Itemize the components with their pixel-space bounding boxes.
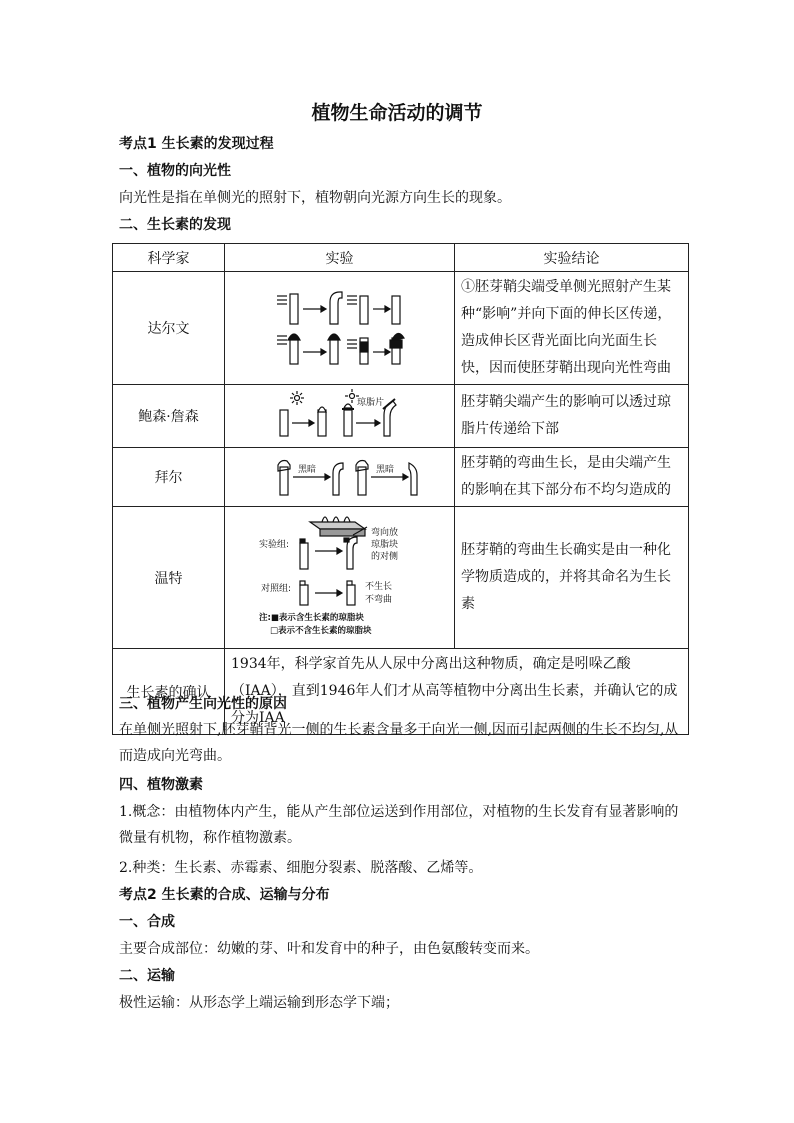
decapitated-coleoptile-icon — [360, 296, 368, 324]
control-group-label: 对照组: — [261, 584, 292, 594]
conclusion-cell: 胚芽鞘的弯曲生长，是由尖端产生的影响在其下部分布不均匀造成的 — [455, 448, 689, 507]
table-row — [113, 272, 689, 385]
experiment-cell — [225, 507, 455, 649]
boysen-jensen-diagram — [225, 385, 454, 443]
subheading-hormones: 四、植物激素 — [119, 777, 203, 793]
scientist-cell: 温特 — [113, 507, 225, 649]
agar-block-icon — [310, 522, 365, 529]
subheading-discovery: 二、生长素的发现 — [119, 217, 231, 233]
decapitated-coleoptile-icon — [392, 296, 400, 324]
capped-coleoptile-icon — [290, 338, 298, 364]
section-heading-point1: 考点1 生长素的发现过程 — [119, 136, 274, 152]
conclusion-cell: ①胚芽鞘尖端受单侧光照射产生某种“影响”并向下面的伸长区传递，造成伸长区背光面比向光面生长快，因而使胚芽鞘出现向光性弯曲 — [455, 272, 689, 385]
coleoptile-icon — [290, 294, 298, 324]
header-experiment: 实验 — [225, 244, 455, 272]
control-result-line: 不生长 — [365, 582, 393, 592]
bent-coleoptile-icon — [330, 292, 342, 324]
hormone-concept: 1.概念：由植物体内产生，能从产生部位运送到作用部位，对植物的生长发育有显著影响的微量有机物，称作植物激素。 — [119, 804, 679, 846]
header-scientist: 科学家 — [113, 244, 225, 272]
cause-paragraph: 在单侧光照射下,胚芽鞘背光一侧的生长素含量多于向光一侧,因而引起两侧的生长不均匀,从而造成向光弯曲。 — [119, 722, 679, 764]
header-conclusion: 实验结论 — [455, 244, 689, 272]
conclusion-cell: 胚芽鞘的弯曲生长确实是由一种化学物质造成的，并将其命名为生长素 — [455, 507, 689, 649]
table-row — [113, 507, 689, 649]
experiment-result-line: 的对侧 — [371, 552, 399, 562]
experiment-cell — [225, 448, 455, 507]
scientist-cell: 鲍森·詹森 — [113, 385, 225, 448]
light-arrows-icon — [277, 296, 287, 304]
covered-base-icon — [360, 342, 368, 352]
experiment-result-line: 弯向放 — [371, 528, 399, 538]
discovery-table — [112, 243, 689, 735]
page-title: 植物生命活动的调节 — [311, 102, 483, 124]
subheading-transport: 二、运输 — [119, 968, 175, 984]
phototropism-definition: 向光性是指在单侧光的照射下，植物朝向光源方向生长的现象。 — [119, 190, 511, 206]
transport-text: 极性运输：从形态学上端运输到形态学下端； — [119, 995, 399, 1011]
light-arrows-icon — [277, 336, 287, 344]
scientist-cell: 生长素的确认 — [113, 649, 225, 735]
synthesis-text: 主要合成部位：幼嫩的芽、叶和发育中的种子，由色氨酸转变而来。 — [119, 941, 539, 957]
experiment-group-label: 实验组: — [259, 540, 290, 550]
subheading-synthesis: 一、合成 — [119, 914, 175, 930]
experiment-cell — [225, 272, 455, 385]
experiment-result-line: 琼脂块 — [371, 540, 399, 550]
legend-note: □表示不含生长素的琼脂块 — [270, 626, 372, 636]
scientist-cell: 拜尔 — [113, 448, 225, 507]
legend-note: 注:■表示含生长素的琼脂块 — [259, 613, 364, 623]
experiment-cell — [225, 385, 455, 448]
scientist-cell: 达尔文 — [113, 272, 225, 385]
darwin-experiment-diagram — [225, 274, 454, 379]
dark-label: 黑暗 — [376, 464, 395, 475]
subheading-phototropism: 一、植物的向光性 — [119, 163, 231, 179]
table-row — [113, 448, 689, 507]
light-arrows-icon — [347, 296, 357, 304]
light-arrows-icon — [347, 340, 357, 348]
cap-icon — [288, 334, 300, 340]
table-header-row — [113, 244, 689, 272]
table-row — [113, 385, 689, 448]
agar-label: 琼脂片 — [357, 398, 385, 408]
dark-label: 黑暗 — [298, 464, 317, 475]
sun-icon — [290, 391, 304, 405]
went-diagram — [225, 507, 454, 644]
hormone-types: 2.种类：生长素、赤霉素、细胞分裂素、脱落酸、乙烯等。 — [119, 860, 483, 876]
section-heading-point2: 考点2 生长素的合成、运输与分布 — [119, 887, 330, 903]
confirmation-cell: 1934年，科学家首先从人尿中分离出这种物质，确定是吲哚乙酸（IAA），直到1946年人们才从高等植物中分离出生长素，并确认它的成分为IAA — [225, 649, 689, 735]
paal-diagram — [225, 449, 454, 502]
subheading-cause: 三、植物产生向光性的原因 — [119, 696, 287, 712]
coleoptile-icon — [280, 410, 288, 436]
conclusion-cell: 胚芽鞘尖端产生的影响可以透过琼脂片传递给下部 — [455, 385, 689, 448]
control-result-line: 不弯曲 — [365, 595, 393, 605]
